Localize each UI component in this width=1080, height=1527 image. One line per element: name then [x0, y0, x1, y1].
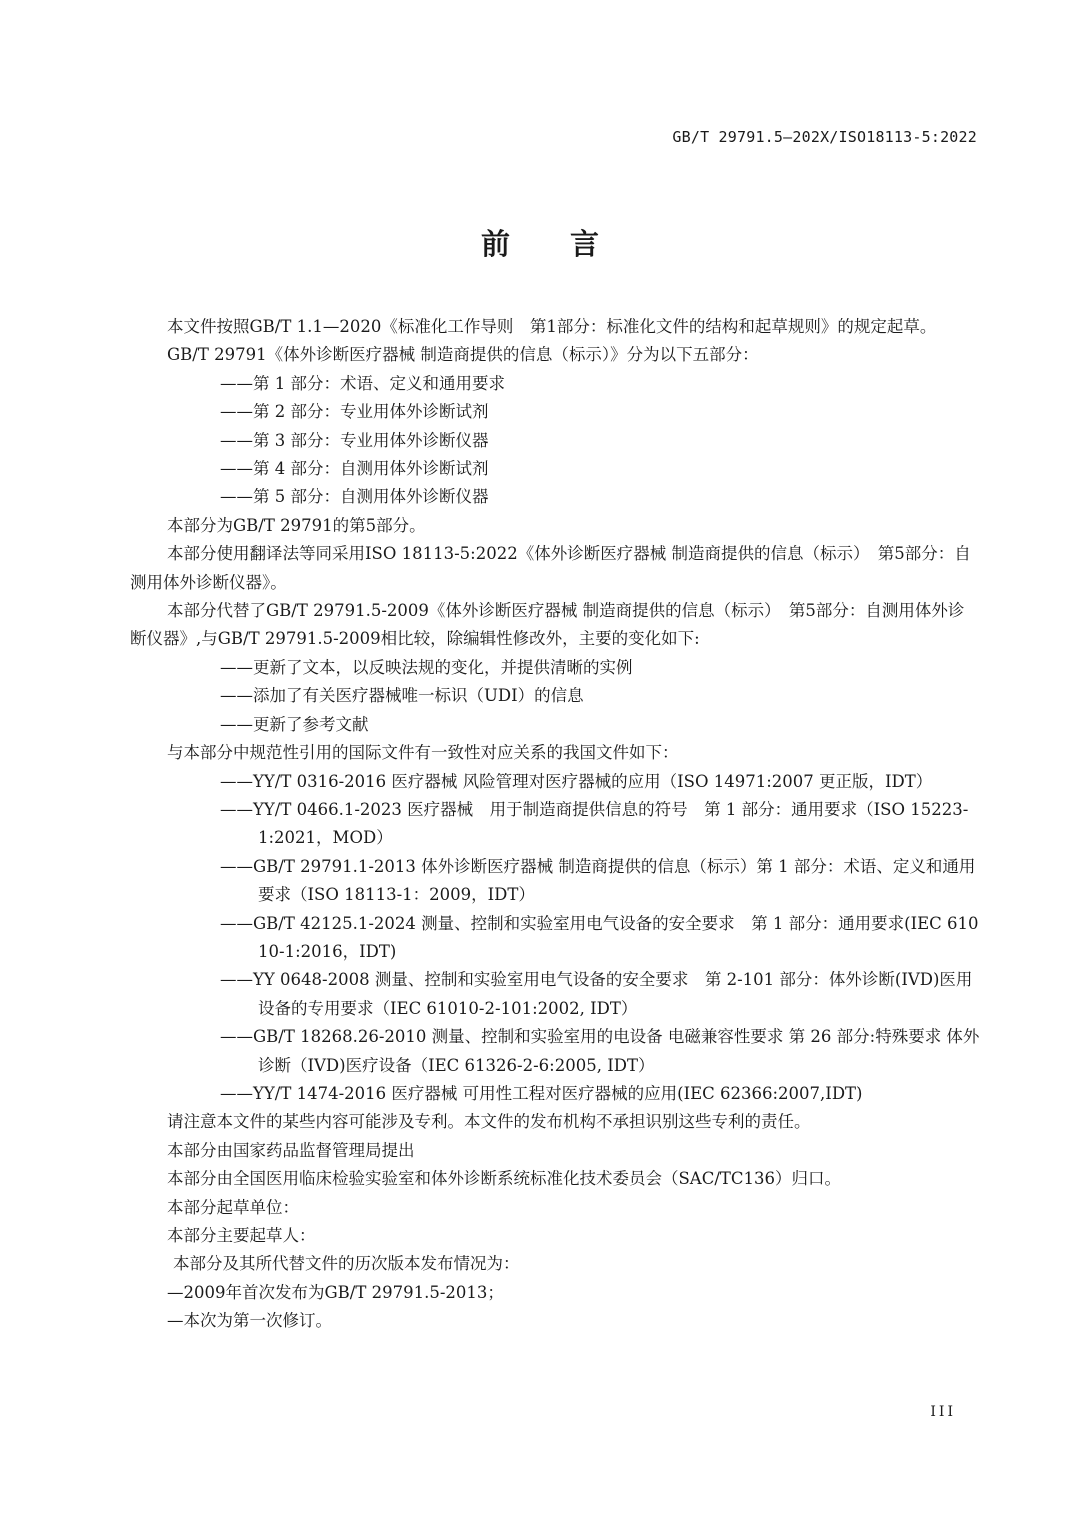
foreword-body [130, 313, 980, 1336]
paragraph-part-statement: 本部分为GB/T 29791的第5部分。 [167, 515, 426, 535]
list-item: ——第 4 部分：自测用体外诊断试剂 [220, 459, 489, 479]
reference-item: ——GB/T 29791.1-2013 体外诊断医疗器械 制造商提供的信息（标示）第 1 部分：术语、定义和通用要求（ISO 18113-1：2009，IDT） [220, 856, 976, 905]
reference-item: ——YY/T 0466.1-2023 医疗器械 用于制造商提供信息的符号 第 1 部分：通用要求（ISO 15223-1:2021，MOD） [220, 799, 969, 848]
paragraph-drafters: 本部分主要起草人： [167, 1226, 316, 1245]
paragraph-references-intro: 与本部分中规范性引用的国际文件有一致性对应关系的我国文件如下： [167, 743, 679, 763]
page-number: III [930, 1404, 956, 1420]
list-item: ——添加了有关医疗器械唯一标识（UDI）的信息 [220, 686, 584, 706]
history-item: —本次为第一次修订。 [167, 1311, 332, 1331]
reference-item: ——GB/T 18268.26-2010 测量、控制和实验室用的电设备 电磁兼容性要求 第 26 部分:特殊要求 体外诊断（IVD)医疗设备（IEC 61326-2-6:2005, IDT） [220, 1027, 980, 1075]
paragraph-patent-notice: 请注意本文件的某些内容可能涉及专利。本文件的发布机构不承担识别这些专利的责任。 [167, 1112, 811, 1132]
list-item: ——更新了参考文献 [220, 714, 369, 734]
standard-code-header: GB/T 29791.5—202X/ISO18113-5:2022 [672, 128, 977, 146]
paragraph-adoption: 本部分使用翻译法等同采用ISO 18113-5:2022《体外诊断医疗器械 制造商提供的信息（标示） 第5部分：自测用体外诊断仪器》。 [130, 544, 971, 592]
reference-item: ——GB/T 42125.1-2024 测量、控制和实验室用电气设备的安全要求 第 1 部分：通用要求(IEC 61010-1:2016，IDT) [220, 913, 979, 961]
page-title: 前言 [480, 227, 659, 261]
list-item: ——第 1 部分：术语、定义和通用要求 [220, 373, 505, 393]
list-item: ——第 5 部分：自测用体外诊断仪器 [220, 487, 489, 507]
reference-item: ——YY 0648-2008 测量、控制和实验室用电气设备的安全要求 第 2-101 部分：体外诊断(IVD)医用设备的专用要求（IEC 61010-2-101:2002, IDT） [220, 970, 973, 1018]
paragraph-drafting-units: 本部分起草单位： [167, 1197, 299, 1217]
paragraph-drafting-basis: 本文件按照GB/T 1.1—2020《标准化工作导则 第1部分：标准化文件的结构和起草规则》的规定起草。 [167, 317, 937, 336]
paragraph-series-intro: GB/T 29791《体外诊断医疗器械 制造商提供的信息（标示）》分为以下五部分： [167, 345, 759, 365]
list-item: ——第 3 部分：专业用体外诊断仪器 [220, 430, 489, 450]
paragraph-version-history: 本部分及其所代替文件的历次版本发布情况为： [173, 1254, 520, 1274]
paragraph-proposer: 本部分由国家药品监督管理局提出 [167, 1140, 415, 1160]
reference-item: ——YY/T 0316-2016 医疗器械 风险管理对医疗器械的应用（ISO 14971:2007 更正版，IDT） [220, 771, 933, 791]
reference-item: ——YY/T 1474-2016 医疗器械 可用性工程对医疗器械的应用(IEC 62366:2007,IDT) [220, 1083, 863, 1103]
list-item: ——更新了文本，以反映法规的变化，并提供清晰的实例 [220, 657, 633, 677]
paragraph-replacement: 本部分代替了GB/T 29791.5-2009《体外诊断医疗器械 制造商提供的信息（标示） 第5部分：自测用体外诊断仪器》,与GB/T 29791.5-2009相比较，除编辑性修改外，主要的变化如下: [130, 601, 965, 649]
paragraph-committee: 本部分由全国医用临床检验实验室和体外诊断系统标准化技术委员会（SAC/TC136）归口。 [167, 1169, 842, 1189]
list-item: ——第 2 部分：专业用体外诊断试剂 [220, 402, 489, 422]
history-item: —2009年首次发布为GB/T 29791.5-2013； [167, 1282, 504, 1302]
